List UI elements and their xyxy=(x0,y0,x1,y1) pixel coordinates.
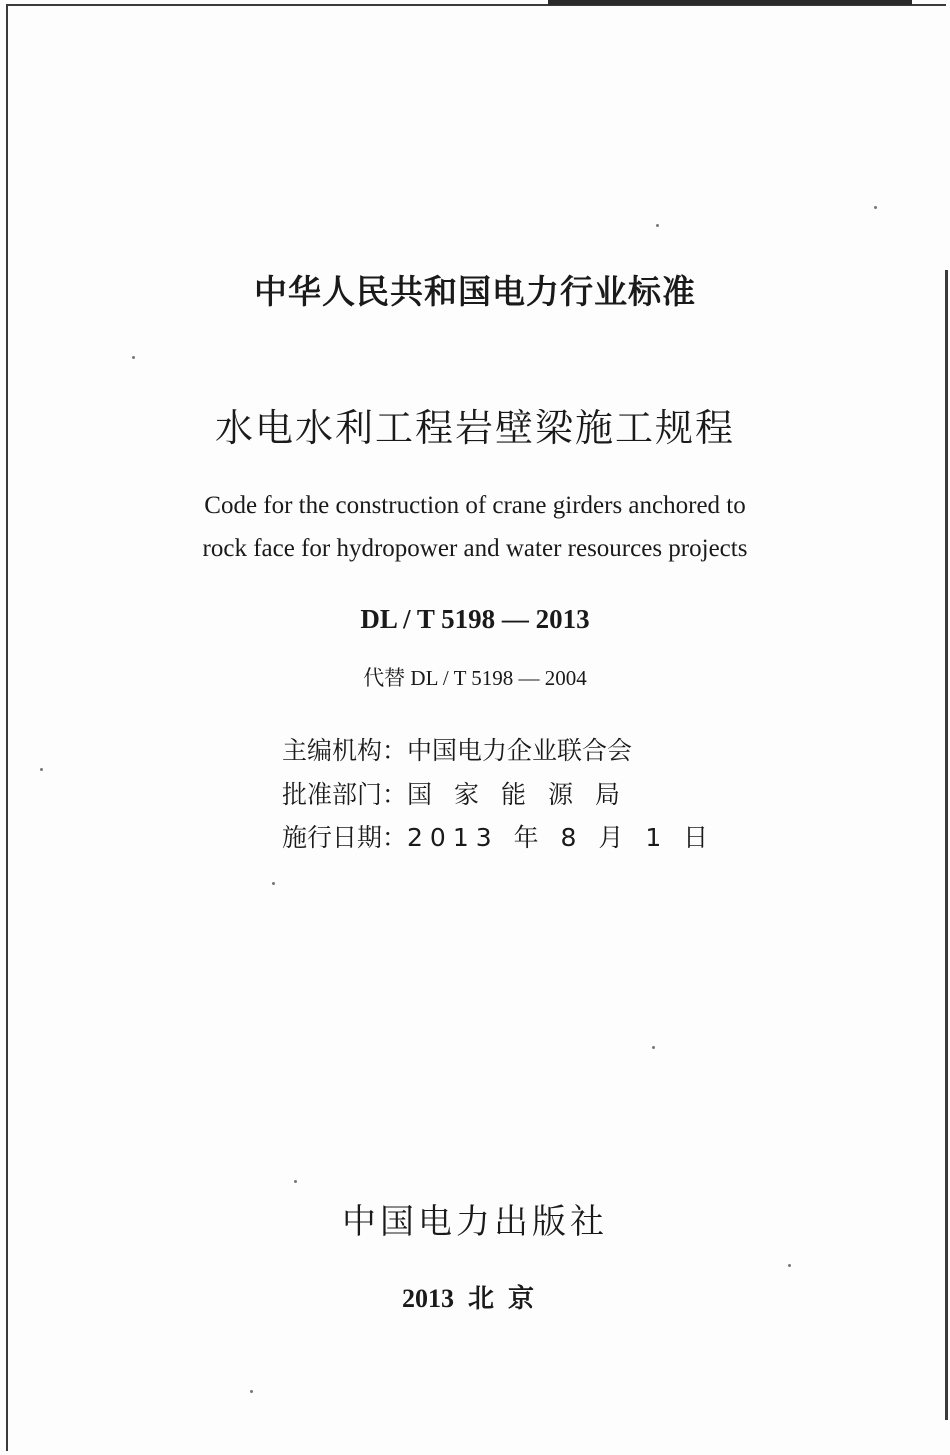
document-title-english-line-2: rock face for hydropower and water resources projects xyxy=(202,535,748,562)
scan-speck xyxy=(40,768,43,771)
document-title-english-line-1: Code for the construction of crane girders anchored to xyxy=(204,492,746,519)
scan-speck xyxy=(250,1390,253,1393)
publisher-name: 中国电力出版社 xyxy=(342,1202,608,1242)
publication-city: 北京 xyxy=(467,1284,548,1314)
standard-code: DL / T 5198 — 2013 xyxy=(360,604,590,634)
publication-place-year xyxy=(0,1278,950,1315)
scan-speck xyxy=(874,206,877,209)
scan-speck xyxy=(788,1264,791,1267)
scan-speck xyxy=(132,356,135,359)
scan-speck xyxy=(652,1046,655,1049)
scan-speck xyxy=(272,882,275,885)
replaces-standard: 代替 DL / T 5198 — 2004 xyxy=(363,666,587,690)
approver-row xyxy=(282,775,642,811)
editor-row xyxy=(282,731,632,767)
editor-value: 中国电力企业联合会 xyxy=(407,736,633,765)
approver-value: 国家能源局 xyxy=(407,780,643,809)
scan-edge-top-dark xyxy=(548,0,912,5)
effective-date-label: 施行日期： xyxy=(282,823,408,852)
approver-label: 批准部门： xyxy=(282,780,408,809)
effective-date-row xyxy=(282,818,715,854)
scan-speck xyxy=(294,1180,297,1183)
editor-label: 主编机构： xyxy=(282,736,408,765)
effective-date-value: 2013 年 8 月 1 日 xyxy=(407,823,716,852)
publication-year: 2013 xyxy=(401,1284,454,1313)
scan-speck xyxy=(656,224,659,227)
standard-organization-heading: 中华人民共和国电力行业标准 xyxy=(254,272,696,311)
document-title-chinese: 水电水利工程岩壁梁施工规程 xyxy=(214,406,735,450)
